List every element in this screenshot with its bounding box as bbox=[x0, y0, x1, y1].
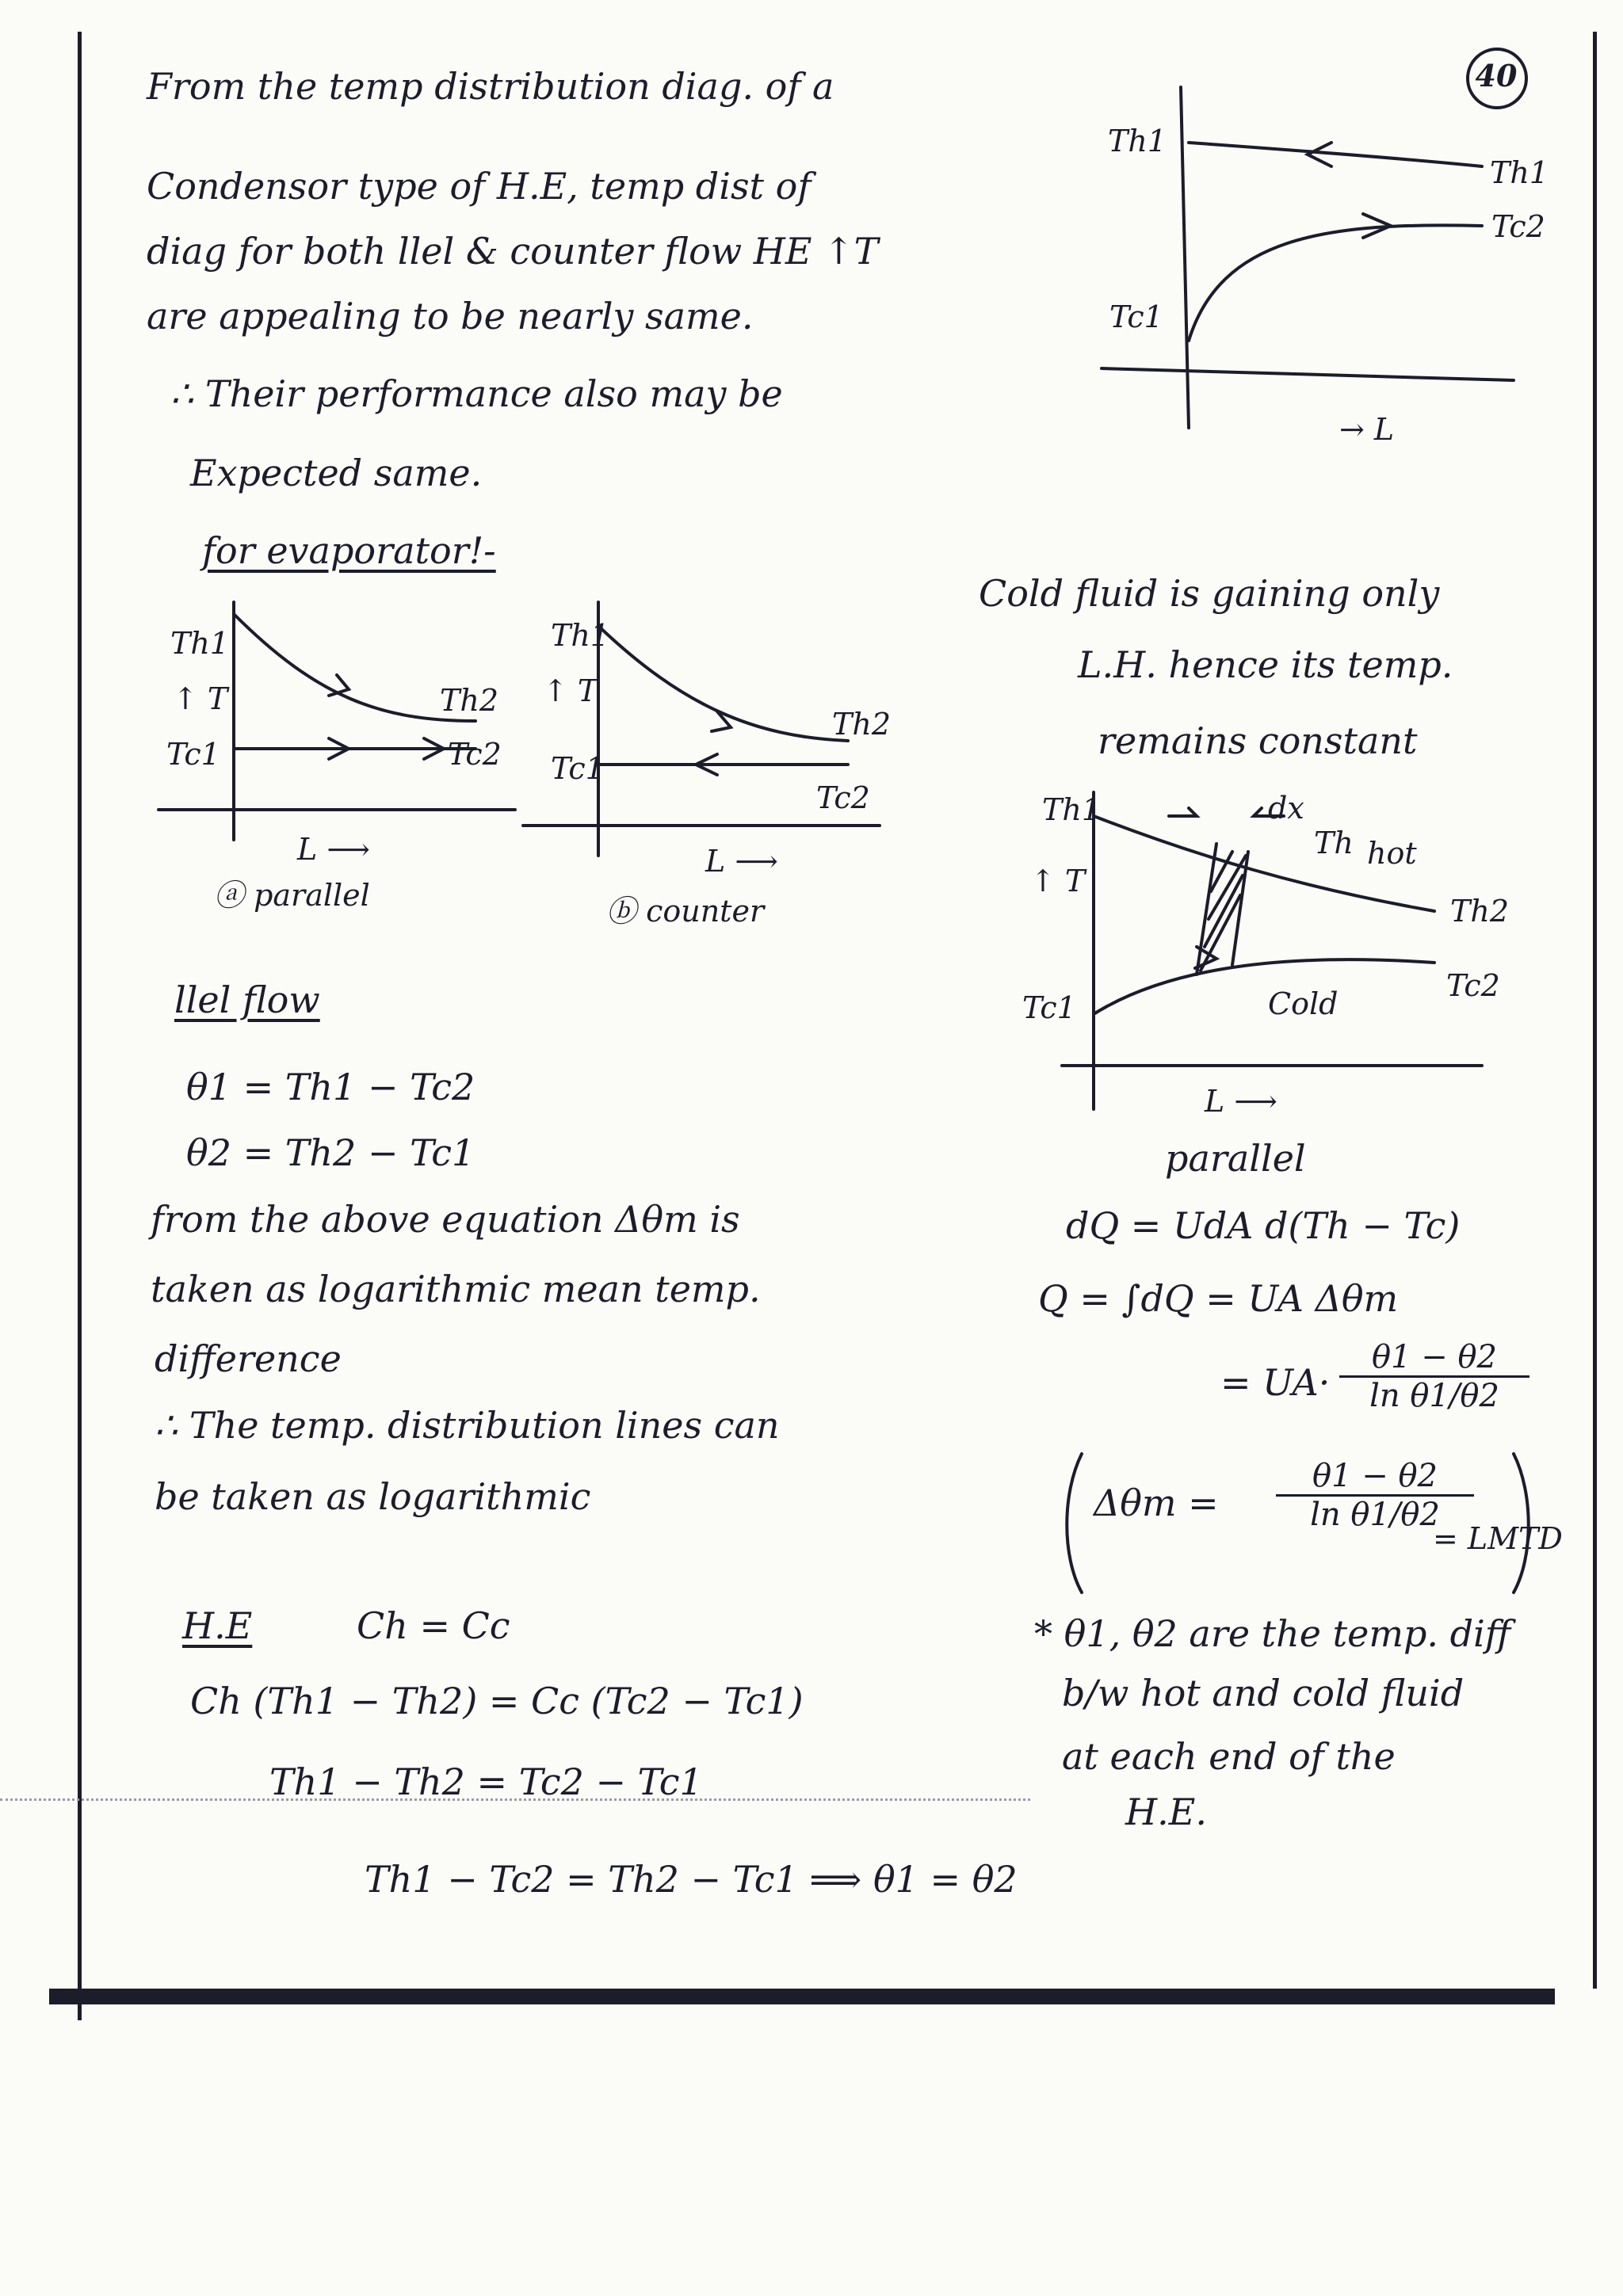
bottom-thick-rule bbox=[49, 1989, 1555, 2004]
derivation-eq-3-prefix: = UA· bbox=[1220, 1361, 1331, 1404]
parallel-caption: ⓐ parallel bbox=[214, 878, 370, 913]
parallel-tc2: Tc2 bbox=[448, 737, 502, 772]
condenser-th1-right: Th1 bbox=[1490, 155, 1549, 190]
element-tc2: Tc2 bbox=[1446, 968, 1500, 1003]
right-note-line-3: remains constant bbox=[1098, 719, 1418, 762]
parallel-t-axis-label: ↑ T bbox=[173, 681, 228, 716]
derivation-eq-2: Q = ∫dQ = UA Δθm bbox=[1038, 1277, 1399, 1320]
lmtd-label: = LMTD bbox=[1433, 1521, 1563, 1556]
element-th2: Th2 bbox=[1450, 894, 1509, 929]
condenser-l-axis-label: → L bbox=[1339, 412, 1395, 447]
derivation-eq-3-denominator: ln θ1/θ2 bbox=[1369, 1378, 1499, 1414]
element-dx-arrow-left bbox=[1169, 808, 1197, 816]
left-margin-line bbox=[78, 32, 82, 2020]
derivation-eq-3-fraction bbox=[1339, 1339, 1529, 1414]
element-cold: Cold bbox=[1268, 986, 1338, 1021]
evaporator-heading: for evaporator!- bbox=[202, 529, 496, 572]
element-caption: parallel bbox=[1165, 1137, 1306, 1180]
condenser-tc2: Tc2 bbox=[1491, 209, 1545, 244]
element-hot: hot bbox=[1367, 836, 1417, 871]
lmtd-denominator: ln θ1/θ2 bbox=[1310, 1497, 1440, 1533]
balance-eq-4: Th1 − Tc2 = Th2 − Tc1 ⟹ θ1 = θ2 bbox=[365, 1858, 1018, 1901]
intro-line-4: are appealing to be nearly same. bbox=[147, 295, 754, 338]
intro-line-2: Condensor type of H.E, temp dist of bbox=[147, 165, 812, 208]
note-line-3: at each end of the bbox=[1062, 1735, 1396, 1778]
condenser-cold-line bbox=[1189, 225, 1482, 341]
counter-th1: Th1 bbox=[551, 618, 609, 653]
parallel-th2: Th2 bbox=[440, 683, 498, 718]
element-th1: Th1 bbox=[1042, 792, 1101, 827]
page-number: 40 bbox=[1475, 58, 1518, 93]
condenser-tc1: Tc1 bbox=[1109, 299, 1163, 334]
counter-t-axis-label: ↑ T bbox=[543, 673, 598, 708]
parallel-text-2: taken as logarithmic mean temp. bbox=[151, 1268, 761, 1310]
element-l-axis-label: L ⟶ bbox=[1205, 1084, 1277, 1119]
element-t-axis-label: ↑ T bbox=[1030, 864, 1086, 898]
counter-tc1: Tc1 bbox=[551, 751, 605, 786]
element-dx: dx bbox=[1268, 791, 1304, 826]
parallel-flow-heading: llel flow bbox=[174, 978, 320, 1021]
element-cold-line bbox=[1094, 959, 1434, 1014]
parallel-text-5: be taken as logarithmic bbox=[155, 1475, 591, 1518]
right-note-line-1: Cold fluid is gaining only bbox=[979, 572, 1440, 615]
counter-tc2: Tc2 bbox=[816, 780, 870, 815]
counter-th2: Th2 bbox=[832, 707, 891, 742]
parallel-hot-arrow bbox=[329, 675, 349, 696]
theta1-equation: θ1 = Th1 − Tc2 bbox=[186, 1066, 475, 1108]
dotted-guide-line bbox=[0, 1798, 1030, 1801]
parallel-l-axis-label: L ⟶ bbox=[297, 832, 370, 867]
balance-eq-3: Th1 − Th2 = Tc2 − Tc1 bbox=[269, 1760, 703, 1803]
counter-l-axis-label: L ⟶ bbox=[705, 844, 778, 879]
note-line-1: * θ1, θ2 are the temp. diff bbox=[1034, 1612, 1511, 1655]
intro-line-6: Expected same. bbox=[190, 452, 483, 494]
note-line-4: H.E. bbox=[1125, 1791, 1207, 1833]
theta2-equation: θ2 = Th2 − Tc1 bbox=[186, 1131, 475, 1174]
derivation-eq-3-numerator: θ1 − θ2 bbox=[1339, 1339, 1529, 1378]
lmtd-bracket-left bbox=[1067, 1454, 1082, 1592]
parallel-tc1: Tc1 bbox=[166, 737, 220, 772]
lmtd-lhs: Δθm = bbox=[1094, 1482, 1219, 1524]
balance-eq-2: Ch (Th1 − Th2) = Cc (Tc2 − Tc1) bbox=[190, 1680, 804, 1722]
note-line-2: b/w hot and cold fluid bbox=[1062, 1672, 1465, 1714]
element-th: Th bbox=[1314, 826, 1354, 860]
lmtd-numerator: θ1 − θ2 bbox=[1276, 1458, 1474, 1497]
balance-eq-1: Ch = Cc bbox=[357, 1604, 510, 1647]
element-tc1: Tc1 bbox=[1022, 990, 1076, 1025]
right-note-line-2: L.H. hence its temp. bbox=[1078, 643, 1453, 686]
intro-line-3: diag for both llel & counter flow HE ↑T bbox=[147, 230, 879, 273]
condenser-t-axis bbox=[1181, 87, 1189, 428]
right-border-line bbox=[1593, 32, 1597, 1989]
derivation-eq-1: dQ = UdA d(Th − Tc) bbox=[1066, 1204, 1461, 1247]
parallel-text-1: from the above equation Δθm is bbox=[151, 1198, 740, 1241]
parallel-text-3: difference bbox=[155, 1337, 342, 1380]
he-label: H.E bbox=[182, 1604, 253, 1647]
condenser-l-axis bbox=[1102, 368, 1514, 380]
counter-caption: ⓑ counter bbox=[606, 894, 765, 929]
condenser-th1-left: Th1 bbox=[1108, 124, 1167, 158]
parallel-th1: Th1 bbox=[170, 626, 229, 661]
counter-hot-line bbox=[598, 626, 848, 741]
parallel-text-4: ∴ The temp. distribution lines can bbox=[155, 1404, 780, 1447]
condenser-hot-line bbox=[1189, 143, 1482, 166]
intro-line-5: ∴ Their performance also may be bbox=[170, 372, 783, 415]
intro-line-1: From the temp distribution diag. of a bbox=[147, 65, 834, 108]
